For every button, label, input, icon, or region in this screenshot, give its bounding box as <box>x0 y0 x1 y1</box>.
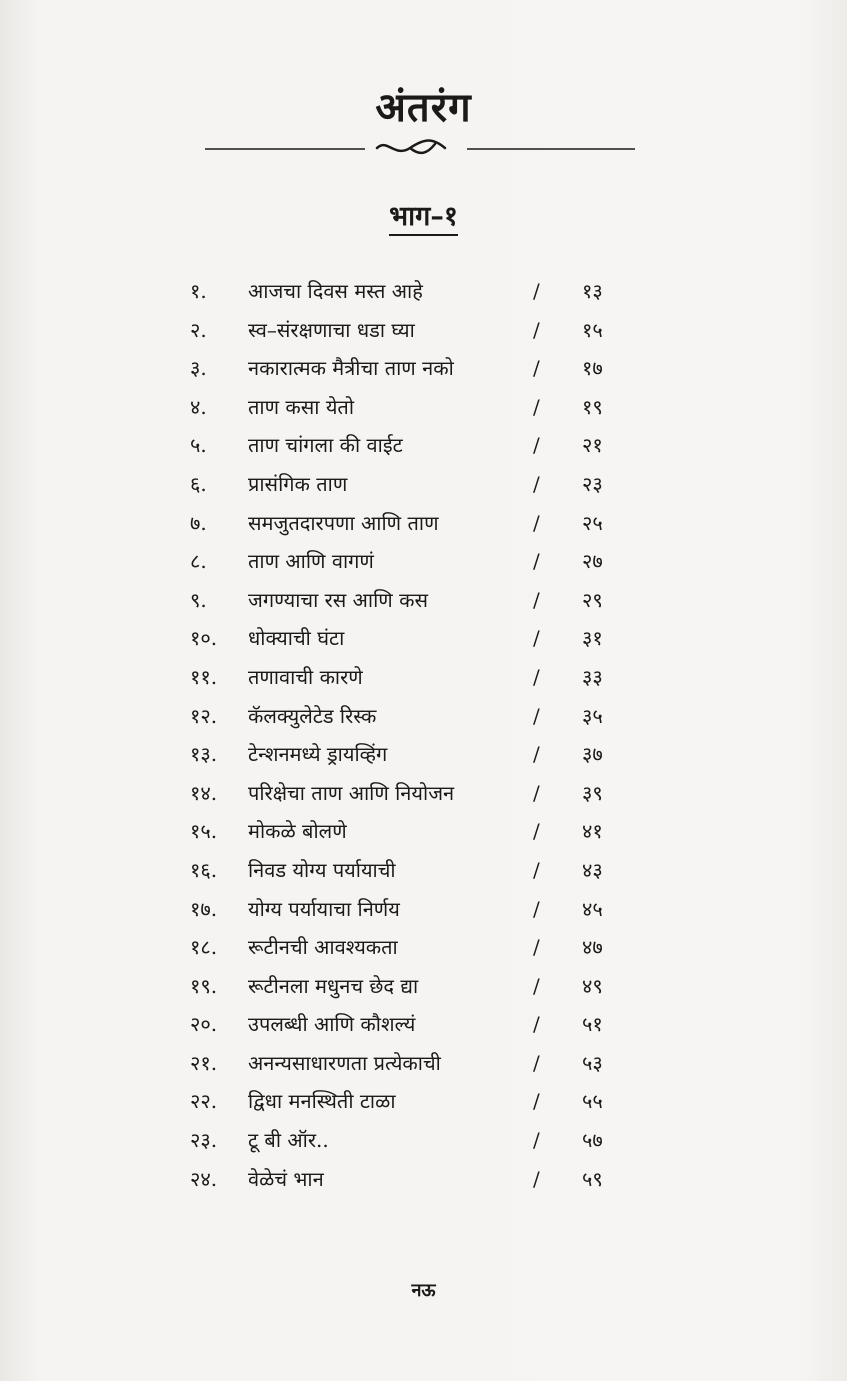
toc-title: द्विधा मनस्थिती टाळा <box>248 1089 396 1114</box>
toc-title: ताण चांगला की वाईट <box>248 433 403 458</box>
toc-row <box>0 311 847 350</box>
toc-title: मोकळे बोलणे <box>248 819 347 844</box>
toc-number: १७. <box>190 896 218 921</box>
toc-row <box>0 890 847 929</box>
toc-separator: / <box>533 973 540 998</box>
toc-row <box>0 581 847 620</box>
toc-title: टेन्शनमध्ये ड्रायव्हिंग <box>248 742 388 767</box>
toc-row <box>0 735 847 774</box>
toc-page-number: ३३ <box>582 664 603 689</box>
toc-page-number: ५३ <box>582 1050 603 1075</box>
toc-separator: / <box>533 626 540 651</box>
toc-number: १३. <box>190 742 218 767</box>
toc-title: निवड योग्य पर्यायाची <box>248 857 396 882</box>
toc-page-number: २३ <box>582 471 603 496</box>
toc-title: कॅलक्युलेटेड रिस्क <box>248 703 377 728</box>
toc-page-number: ४५ <box>582 896 603 921</box>
toc-separator: / <box>533 1089 540 1114</box>
toc-number: ८. <box>190 549 207 574</box>
toc-row <box>0 812 847 851</box>
toc-title: धोक्याची घंटा <box>248 626 345 651</box>
toc-number: ४. <box>190 394 207 419</box>
toc-row <box>0 619 847 658</box>
toc-separator: / <box>533 356 540 381</box>
toc-page-number: ४१ <box>582 819 603 844</box>
toc-number: ३. <box>190 356 207 381</box>
ornament-divider <box>205 134 635 164</box>
toc-separator: / <box>533 742 540 767</box>
toc-title: उपलब्धी आणि कौशल्यं <box>248 1012 416 1037</box>
toc-separator: / <box>533 317 540 342</box>
toc-page-number: ३९ <box>582 780 603 805</box>
page-title: अंतरंग <box>375 84 472 131</box>
section-heading <box>0 196 847 233</box>
page-number-footer: नऊ <box>411 1280 436 1301</box>
toc-number: ९. <box>190 587 207 612</box>
toc-number: १८. <box>190 935 218 960</box>
toc-page-number: ३७ <box>582 742 603 767</box>
toc-number: ११. <box>190 664 218 689</box>
toc-title: वेळेचं भान <box>248 1166 324 1191</box>
toc-title: जगण्याचा रस आणि कस <box>248 587 428 612</box>
toc-page-number: २१ <box>582 433 603 458</box>
toc-page-number: ४३ <box>582 857 603 882</box>
toc-page-number: ५५ <box>582 1089 603 1114</box>
toc-title: अनन्यसाधारणता प्रत्येकाची <box>248 1050 441 1075</box>
toc-number: १२. <box>190 703 218 728</box>
toc-row <box>0 504 847 543</box>
toc-title: रूटीनची आवश्यकता <box>248 935 398 960</box>
toc-separator: / <box>533 780 540 805</box>
toc-separator: / <box>533 703 540 728</box>
toc-title: ताण कसा येतो <box>248 394 354 419</box>
toc-row <box>0 388 847 427</box>
toc-number: २३. <box>190 1128 218 1153</box>
toc-number: ५. <box>190 433 207 458</box>
toc-title: टू बी ऑर.. <box>248 1128 329 1153</box>
toc-number: २. <box>190 317 207 342</box>
toc-row <box>0 1044 847 1083</box>
toc-row <box>0 1121 847 1160</box>
toc-number: १६. <box>190 857 218 882</box>
toc-page-number: २७ <box>582 549 603 574</box>
toc-separator: / <box>533 819 540 844</box>
toc-number: ६. <box>190 471 207 496</box>
toc-page-number: १७ <box>582 356 603 381</box>
toc-separator: / <box>533 510 540 535</box>
toc-row <box>0 272 847 311</box>
toc-number: २४. <box>190 1166 218 1191</box>
toc-page-number: १५ <box>582 317 603 342</box>
toc-separator: / <box>533 1012 540 1037</box>
toc-row <box>0 1005 847 1044</box>
toc-number: १. <box>190 279 207 303</box>
section-heading-text: भाग–१ <box>389 201 458 236</box>
toc-row <box>0 1160 847 1199</box>
toc-number: २२. <box>190 1089 218 1114</box>
toc-page-number: २५ <box>582 510 603 535</box>
toc-title: समजुतदारपणा आणि ताण <box>248 510 439 535</box>
toc-title: तणावाची कारणे <box>248 664 363 689</box>
toc-title: स्व–संरक्षणाचा धडा घ्या <box>248 317 415 342</box>
toc-page-number: १३ <box>582 279 603 303</box>
toc-row <box>0 658 847 697</box>
toc-separator: / <box>533 549 540 574</box>
toc-separator: / <box>533 935 540 960</box>
toc-number: २०. <box>190 1012 218 1037</box>
toc-number: ७. <box>190 510 207 535</box>
toc-row <box>0 774 847 813</box>
toc-row <box>0 542 847 581</box>
toc-row <box>0 928 847 967</box>
toc-row <box>0 1082 847 1121</box>
toc-number: १४. <box>190 780 218 805</box>
toc-number: १९. <box>190 973 218 998</box>
toc-page-number: ४७ <box>582 935 603 960</box>
toc-row <box>0 349 847 388</box>
toc-page-number: ३५ <box>582 703 603 728</box>
toc-page-number: ५९ <box>582 1166 603 1191</box>
toc-title: रूटीनला मधुनच छेद द्या <box>248 973 419 998</box>
toc-page-number: ३१ <box>582 626 603 651</box>
toc-separator: / <box>533 587 540 612</box>
toc-separator: / <box>533 857 540 882</box>
toc-title: प्रासंगिक ताण <box>248 471 348 496</box>
toc-separator: / <box>533 664 540 689</box>
toc-title: योग्य पर्यायाचा निर्णय <box>248 896 400 921</box>
toc-separator: / <box>533 394 540 419</box>
toc-separator: / <box>533 433 540 458</box>
table-of-contents <box>0 272 847 1198</box>
toc-page-number: २९ <box>582 587 603 612</box>
toc-row <box>0 967 847 1006</box>
toc-page-number: १९ <box>582 394 603 419</box>
toc-separator: / <box>533 1166 540 1191</box>
toc-number: १५. <box>190 819 218 844</box>
toc-separator: / <box>533 1128 540 1153</box>
toc-page-number: ५७ <box>582 1128 603 1153</box>
toc-title: आजचा दिवस मस्त आहे <box>248 279 423 303</box>
toc-separator: / <box>533 279 540 303</box>
toc-separator: / <box>533 471 540 496</box>
toc-row <box>0 465 847 504</box>
toc-title: ताण आणि वागणं <box>248 549 374 574</box>
toc-number: १०. <box>190 626 218 651</box>
toc-title: परिक्षेचा ताण आणि नियोजन <box>248 780 455 805</box>
toc-number: २१. <box>190 1050 218 1075</box>
toc-title: नकारात्मक मैत्रीचा ताण नको <box>248 356 454 381</box>
toc-separator: / <box>533 896 540 921</box>
toc-row <box>0 697 847 736</box>
toc-separator: / <box>533 1050 540 1075</box>
toc-page-number: ४९ <box>582 973 603 998</box>
toc-page-number: ५१ <box>582 1012 603 1037</box>
toc-row <box>0 426 847 465</box>
toc-row <box>0 851 847 890</box>
